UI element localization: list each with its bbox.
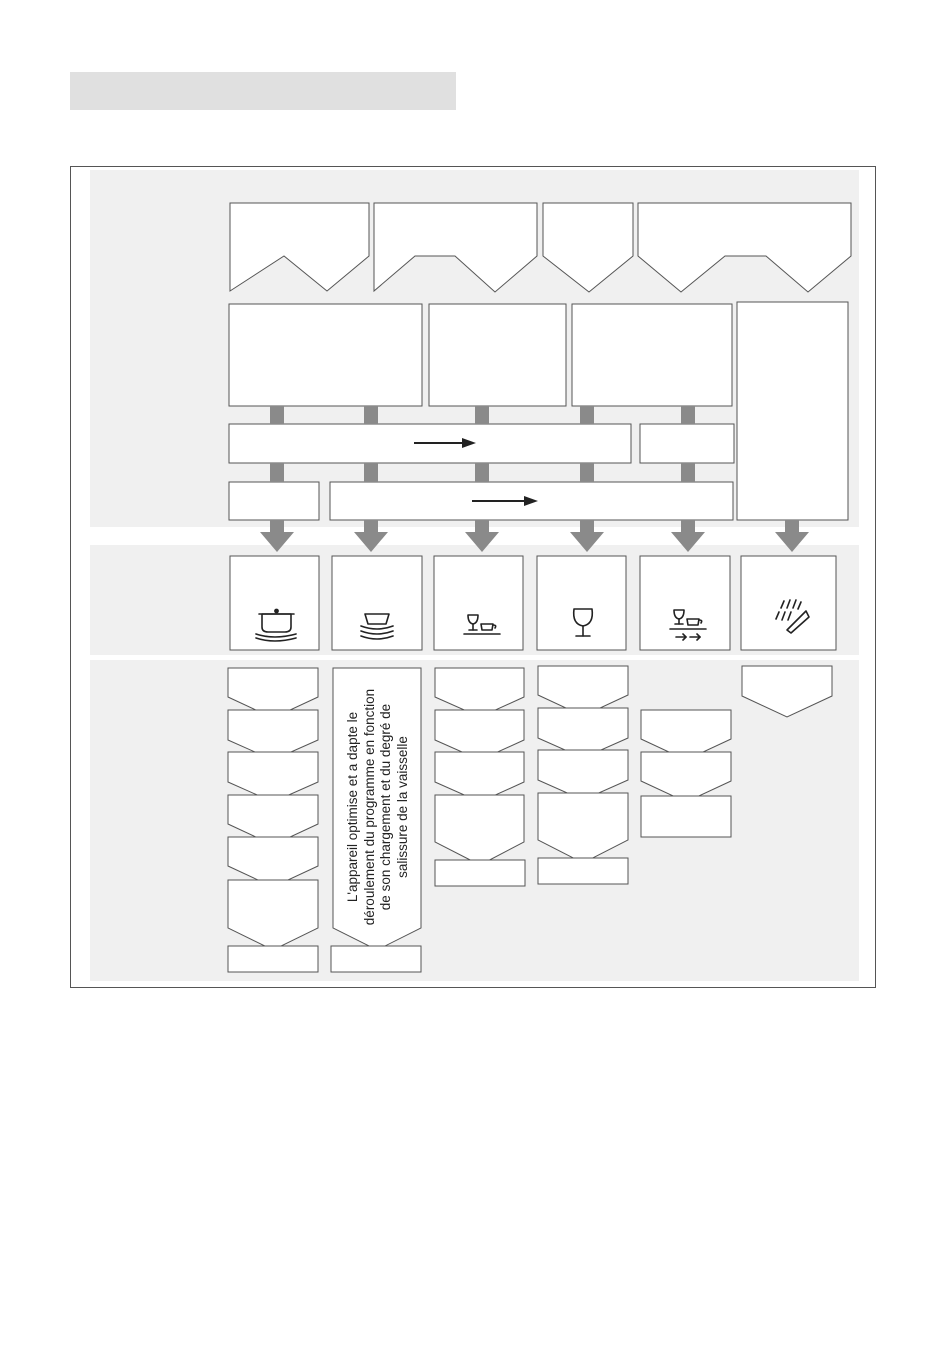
program-box-intensive: [230, 556, 319, 650]
program-box-auto: [332, 556, 422, 650]
step-end-box: [538, 858, 628, 884]
option-box-1: [229, 304, 422, 406]
option-box-tall: [737, 302, 848, 520]
auto-program-note: L'appareil optimise et a dapte le déroulement du programme en fonction de son chargement et du degré de salissure de la vaisselle: [345, 688, 410, 926]
range-bar-3: [229, 482, 319, 520]
step-end-box: [435, 860, 525, 886]
option-box-2: [429, 304, 566, 406]
step-end-box: [641, 796, 731, 837]
step-end-box: [228, 946, 318, 972]
range-bar-2: [640, 424, 734, 463]
option-box-3: [572, 304, 732, 406]
step-end-box: [331, 946, 421, 972]
program-box-eco: [434, 556, 523, 650]
